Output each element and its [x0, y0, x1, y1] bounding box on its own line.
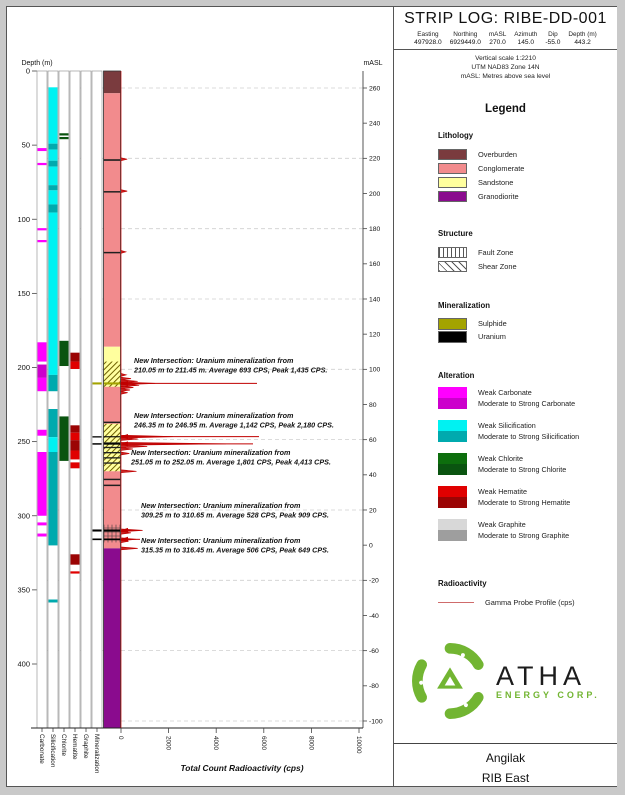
legend-section-radioactivity	[438, 579, 611, 609]
legend-swatch	[438, 163, 467, 174]
legend-title: Legend	[485, 103, 526, 115]
lithology-column	[104, 71, 121, 728]
svg-text:240: 240	[369, 120, 381, 128]
legend-labels	[478, 387, 575, 409]
legend-item-overburden	[438, 147, 611, 161]
legend-item-weak-silicification	[438, 420, 611, 442]
swatch-strong	[438, 464, 467, 475]
svg-text:100: 100	[17, 214, 30, 224]
swatch-weak	[438, 387, 467, 398]
svg-text:180: 180	[369, 226, 381, 234]
legend-two-tone-swatch	[438, 519, 467, 541]
svg-text:New Intersection: Uranium mine: New Intersection: Uranium mineralization from	[141, 536, 301, 545]
alteration-columns	[37, 71, 102, 774]
legend-item-uranium	[438, 330, 611, 343]
legend-labels	[478, 486, 570, 508]
svg-text:50: 50	[21, 140, 30, 150]
legend-label-strong: Moderate to Strong Carbonate	[478, 399, 576, 408]
header-box	[394, 7, 617, 50]
legend-item-weak-graphite	[438, 519, 611, 541]
swatch-strong	[438, 530, 467, 541]
annotations	[120, 356, 334, 555]
striplog-chart	[7, 7, 393, 786]
svg-text:Depth (m): Depth (m)	[21, 60, 53, 67]
legend-labels	[478, 453, 566, 475]
svg-text:140: 140	[369, 296, 381, 304]
legend-swatch	[438, 247, 467, 258]
svg-text:4000: 4000	[212, 736, 220, 751]
swatch-weak	[438, 420, 467, 431]
lithology-interval-overburden	[104, 71, 121, 93]
atha-logo-mark	[412, 643, 488, 719]
legend-section-header: Alteration	[438, 371, 475, 380]
column-graphite	[81, 71, 91, 759]
project-name: Angilak	[485, 751, 526, 765]
masl-axis	[363, 60, 383, 728]
gamma-line-swatch	[438, 602, 474, 603]
scale-note-line: Vertical scale 1:2210	[475, 55, 536, 62]
svg-text:150: 150	[17, 288, 30, 298]
legend-two-tone-swatch	[438, 486, 467, 508]
svg-text:315.35 m to 316.45 m. Average: 315.35 m to 316.45 m. Average 506 CPS, Peak 649 CPS.	[141, 545, 329, 555]
collar-field-value: 270.0	[489, 39, 506, 46]
legend-item-sandstone	[438, 175, 611, 189]
svg-text:-100: -100	[369, 718, 383, 726]
lithology-interval-conglomerate	[104, 387, 121, 424]
svg-text:6000: 6000	[259, 736, 267, 751]
svg-text:300: 300	[17, 511, 30, 521]
scale-note-line: UTM NAD83 Zone 14N	[471, 64, 540, 71]
svg-text:160: 160	[369, 261, 381, 269]
atha-logo	[412, 643, 612, 719]
svg-text:0: 0	[25, 66, 30, 76]
legend-label: Gamma Probe Profile (cps)	[485, 597, 575, 607]
svg-text:120: 120	[369, 331, 381, 339]
atha-logo-text	[496, 660, 600, 700]
striplog-page	[6, 6, 617, 787]
svg-text:New Intersection: Uranium mine: New Intersection: Uranium mineralization from	[134, 411, 294, 420]
collar-field-label: Dip	[548, 31, 558, 38]
legend-section-header: Lithology	[438, 131, 474, 140]
legend-swatch	[438, 149, 467, 160]
collar-field-value: 497928.0	[414, 39, 442, 46]
legend-labels	[478, 519, 569, 541]
column-mineralization	[92, 71, 102, 774]
swatch-weak	[438, 453, 467, 464]
collar-field-label: mASL	[488, 31, 507, 38]
legend-item-weak-hematite	[438, 486, 611, 508]
intersection-annotation-1	[120, 356, 327, 386]
collar-field-value: 6929449.0	[449, 39, 481, 46]
collar-field-label: Easting	[417, 31, 439, 38]
legend-label-weak: Weak Hematite	[478, 487, 527, 496]
svg-text:0: 0	[369, 542, 373, 550]
svg-text:250: 250	[17, 437, 30, 447]
svg-text:Total Count Radioactivity (cps: Total Count Radioactivity (cps)	[180, 763, 304, 773]
legend-two-tone-swatch	[438, 387, 467, 409]
collar-field-label: Depth (m)	[568, 31, 597, 38]
svg-text:-80: -80	[369, 683, 379, 691]
legend-label-weak: Weak Graphite	[478, 520, 526, 529]
svg-text:Chlorite: Chlorite	[60, 734, 67, 757]
legend-labels	[478, 420, 579, 442]
legend-label-strong: Moderate to Strong Chlorite	[478, 465, 567, 474]
legend-item-gamma-probe-profile-cps-	[438, 595, 611, 609]
legend-item-shear-zone	[438, 259, 611, 273]
legend-item-weak-chlorite	[438, 453, 611, 475]
svg-text:-40: -40	[369, 612, 379, 620]
svg-text:Mineralization: Mineralization	[93, 734, 100, 774]
svg-text:350: 350	[17, 585, 30, 595]
collar-field-value: -55.0	[545, 39, 561, 46]
legend-item-fault-zone	[438, 245, 611, 259]
svg-text:60: 60	[369, 437, 377, 445]
legend-swatch	[438, 331, 467, 343]
collar-field-label: Azimuth	[514, 31, 538, 38]
svg-text:246.35 m to 246.95 m. Average: 246.35 m to 246.95 m. Average 1,142 CPS, Peak 2,180 CPS.	[134, 420, 334, 430]
svg-text:New Intersection: Uranium mine: New Intersection: Uranium mineralization from	[131, 448, 291, 457]
legend-item-weak-carbonate	[438, 387, 611, 409]
legend-section-mineralization	[438, 301, 611, 343]
svg-text:220: 220	[369, 155, 381, 163]
collar-field-northing	[446, 31, 485, 46]
collar-field-label: Northing	[453, 31, 478, 38]
collar-field-value: 443.2	[574, 39, 591, 46]
svg-text:Hematite: Hematite	[71, 734, 78, 760]
legend-section-lithology	[438, 131, 611, 203]
svg-text:309.25 m to 310.65 m. Average: 309.25 m to 310.65 m. Average 528 CPS, Peak 909 CPS.	[141, 510, 329, 520]
legend-section-header: Mineralization	[438, 301, 490, 310]
legend-swatch	[438, 177, 467, 188]
collar-field-value: 145.0	[517, 39, 535, 46]
legend-label: Fault Zone	[478, 247, 514, 257]
svg-text:New Intersection: Uranium mine: New Intersection: Uranium mineralization from	[141, 501, 301, 510]
legend-section-header: Radioactivity	[438, 579, 487, 588]
lithology-interval-granodiorite	[104, 548, 121, 728]
svg-text:40: 40	[369, 472, 377, 480]
svg-text:400: 400	[17, 659, 30, 669]
area-name: RIB East	[481, 771, 530, 785]
legend-section-structure	[438, 229, 611, 273]
legend-label-strong: Moderate to Strong Graphite	[478, 531, 570, 540]
swatch-strong	[438, 497, 467, 508]
legend-label: Granodiorite	[478, 191, 519, 201]
svg-text:200: 200	[17, 363, 30, 373]
svg-text:100: 100	[369, 366, 381, 374]
legend-label: Overburden	[478, 149, 518, 159]
column-hematite	[70, 71, 80, 760]
column-carbonate	[37, 71, 47, 764]
legend-label-strong: Moderate to Strong Hematite	[478, 498, 571, 507]
legend-swatch	[438, 318, 467, 330]
legend-two-tone-swatch	[438, 453, 467, 475]
collar-field-dip	[541, 31, 564, 46]
swatch-strong	[438, 398, 467, 409]
intersection-annotation-2	[120, 411, 334, 439]
svg-text:8000: 8000	[307, 736, 315, 751]
svg-text:Graphite: Graphite	[82, 734, 89, 759]
svg-text:80: 80	[369, 401, 377, 409]
svg-text:2000: 2000	[164, 736, 172, 751]
legend-label-weak: Weak Carbonate	[478, 388, 532, 397]
legend-label: Uranium	[478, 332, 506, 341]
gamma-profile	[121, 71, 226, 728]
cps-axis	[31, 728, 363, 773]
scale-note-line: mASL: Metres above sea level	[460, 73, 551, 80]
legend-label: Shear Zone	[478, 261, 517, 271]
legend-label-strong: Moderate to Strong Silicification	[478, 432, 580, 441]
logo-company-name: ATHA	[496, 660, 587, 691]
legend-label: Conglomerate	[478, 163, 525, 173]
intersection-annotation-4	[120, 501, 329, 533]
legend-section-header: Structure	[438, 229, 473, 238]
legend-section-alteration	[438, 371, 611, 552]
legend-item-conglomerate	[438, 161, 611, 175]
intersection-annotation-5	[120, 536, 329, 555]
strip-log-title: STRIP LOG: RIBE-DD-001	[404, 10, 607, 27]
swatch-strong	[438, 431, 467, 442]
svg-text:260: 260	[369, 85, 381, 93]
svg-text:mASL: mASL	[363, 60, 383, 67]
svg-text:10000: 10000	[355, 736, 362, 754]
collar-field-azimuth	[510, 31, 541, 46]
svg-text:Carbonate: Carbonate	[38, 734, 45, 764]
logo-company-sub: ENERGY CORP.	[496, 689, 600, 700]
legend-two-tone-swatch	[438, 420, 467, 442]
swatch-weak	[438, 519, 467, 530]
collar-field-depth-m-	[564, 31, 600, 46]
svg-text:-60: -60	[369, 648, 379, 656]
legend-label-weak: Weak Silicification	[478, 421, 536, 430]
svg-text:251.05 m to 252.05 m. Average: 251.05 m to 252.05 m. Average 1,801 CPS, Peak 4,413 CPS.	[131, 457, 331, 467]
legend-swatch	[438, 191, 467, 202]
collar-field-masl	[485, 31, 510, 46]
swatch-weak	[438, 486, 467, 497]
legend-item-granodiorite	[438, 189, 611, 203]
legend-label-weak: Weak Chlorite	[478, 454, 524, 463]
svg-text:200: 200	[369, 190, 381, 198]
collar-field-easting	[410, 31, 446, 46]
project-box	[394, 743, 617, 785]
column-chlorite	[59, 71, 69, 756]
svg-text:-20: -20	[369, 577, 379, 585]
svg-text:New Intersection: Uranium mine: New Intersection: Uranium mineralization from	[134, 356, 294, 365]
svg-text:Silicification: Silicification	[49, 734, 56, 768]
right-panel	[393, 7, 617, 786]
collar-fields	[394, 31, 617, 46]
scale-notes	[394, 54, 617, 81]
svg-text:0: 0	[117, 736, 124, 740]
legend-label: Sulphide	[478, 319, 507, 328]
svg-text:210.05 m to 211.45 m. Average: 210.05 m to 211.45 m. Average 693 CPS, Peak 1,435 CPS.	[134, 365, 328, 375]
column-silicification	[48, 71, 58, 768]
legend-swatch	[438, 261, 467, 272]
legend-item-sulphide	[438, 317, 611, 330]
lithology-interval-conglomerate	[104, 93, 121, 347]
svg-text:20: 20	[369, 507, 377, 515]
legend-label: Sandstone	[478, 177, 514, 187]
